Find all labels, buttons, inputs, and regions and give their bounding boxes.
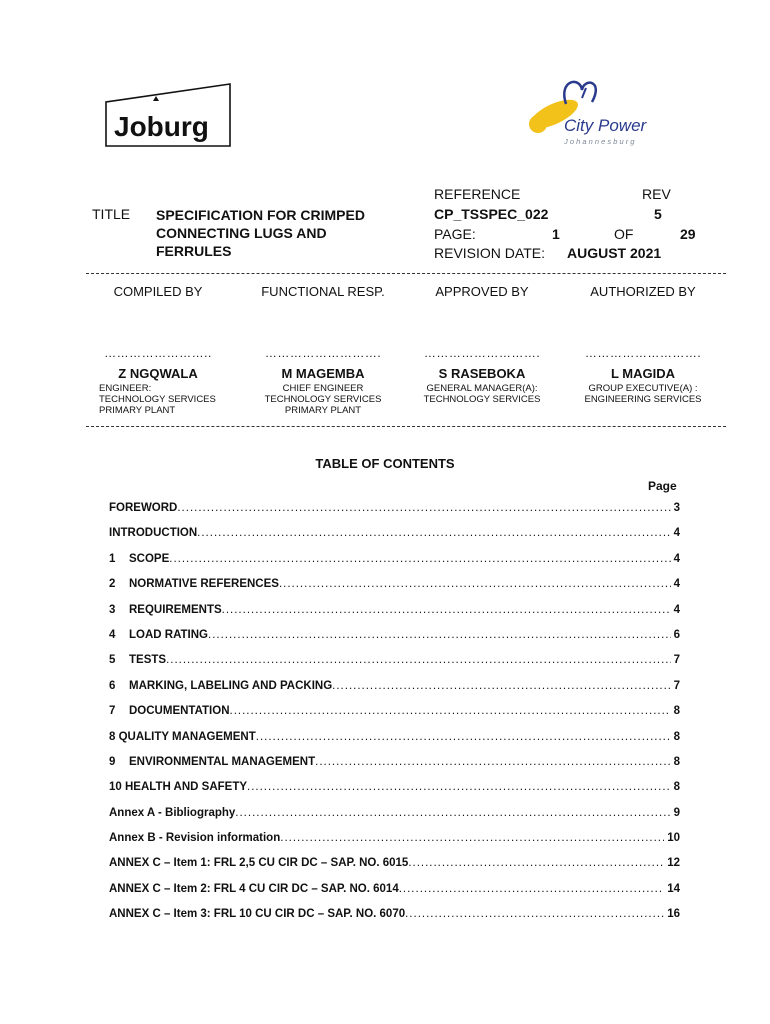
desc-line: PRIMARY PLANT: [284, 405, 362, 416]
divider: [86, 426, 726, 427]
signatory-functional: [243, 284, 403, 416]
toc-leader: [405, 908, 664, 920]
title-line: FERRULES: [156, 243, 232, 259]
toc-entry-label: 10 HEALTH AND SAFETY: [109, 781, 248, 794]
signatory-compiled: [78, 284, 238, 416]
toc-entry-number: 2: [109, 578, 116, 591]
desc-line: ENGINEERING SERVICES: [584, 394, 702, 405]
toc-leader: [235, 807, 670, 819]
toc-entry-page: 8: [673, 755, 680, 768]
toc-entry[interactable]: [109, 832, 680, 857]
toc-entry-label: INTRODUCTION: [109, 527, 198, 540]
toc-entry[interactable]: [109, 756, 680, 781]
title-line: CONNECTING LUGS AND: [156, 225, 327, 241]
toc-entry[interactable]: [109, 781, 680, 806]
rev-value: 5: [654, 206, 662, 222]
toc-leader: [399, 883, 664, 895]
toc-leader: [230, 705, 671, 717]
signatory-desc: [78, 383, 238, 416]
toc-entry-page: 16: [667, 908, 680, 921]
toc-leader: [408, 857, 664, 869]
toc-leader: [208, 629, 671, 641]
toc-entry-page: 8: [673, 705, 680, 718]
page-label: PAGE:: [434, 226, 476, 242]
desc-line: GROUP EXECUTIVE(A) :: [588, 383, 698, 394]
toc-entry[interactable]: [109, 553, 680, 578]
desc-line: GENERAL MANAGER(A):: [426, 383, 538, 394]
toc-entry-page: 9: [673, 806, 680, 819]
desc-line: TECHNOLOGY SERVICES: [423, 394, 541, 405]
signatory-authorized: [563, 284, 723, 405]
signature-line: ……………………….: [423, 346, 541, 360]
toc-entry-page: 3: [673, 502, 680, 514]
rev-label: REV: [642, 186, 671, 202]
signatory-desc: [243, 383, 403, 416]
desc-line: TECHNOLOGY SERVICES: [99, 394, 216, 405]
toc-entry[interactable]: [109, 502, 680, 527]
signature-line: ……………………..: [104, 346, 212, 360]
page-value: 1: [552, 226, 560, 242]
toc-entry[interactable]: [109, 883, 680, 908]
toc-entry-page: 8: [673, 781, 680, 794]
toc-entry-number: 1: [109, 552, 116, 565]
of-label: OF: [614, 226, 634, 242]
signatory-role: APPROVED BY: [435, 284, 529, 299]
revision-date-label: REVISION DATE:: [434, 245, 545, 261]
city-power-logo: [508, 74, 688, 154]
toc-entry-number: 4: [109, 628, 116, 641]
toc-entry-label: ANNEX C – Item 1: FRL 2,5 CU CIR DC – SAP. NO. 6015: [109, 857, 409, 870]
toc-entry-label: Annex B - Revision information: [109, 832, 281, 845]
toc-entry-label: ANNEX C – Item 3: FRL 10 CU CIR DC – SAP. NO. 6070: [109, 908, 406, 921]
revision-date-value: AUGUST 2021: [567, 245, 662, 261]
table-of-contents: [109, 502, 680, 934]
toc-entry-page: 4: [673, 578, 680, 591]
toc-entry-page: 4: [673, 603, 680, 616]
toc-entry[interactable]: [109, 857, 680, 882]
toc-leader: [279, 578, 671, 590]
signatory-name: S RASEBOKA: [438, 366, 526, 381]
toc-entry-label: Annex A - Bibliography: [109, 806, 236, 819]
reference-value: CP_TSSPEC_022: [434, 206, 549, 222]
toc-entry[interactable]: [109, 527, 680, 552]
toc-entry-label: ENVIRONMENTAL MANAGEMENT: [129, 755, 316, 768]
toc-entry-page: 8: [673, 730, 680, 743]
signatory-name: M MAGEMBA: [281, 366, 365, 381]
toc-entry[interactable]: [109, 604, 680, 629]
toc-entry-label: SCOPE: [129, 552, 170, 565]
toc-entry-number: 6: [109, 679, 116, 692]
toc-entry-label: LOAD RATING: [129, 628, 209, 641]
toc-leader: [315, 756, 670, 768]
desc-line: ENGINEER:: [99, 383, 152, 394]
toc-entry-page: 14: [667, 882, 680, 895]
signature-line: ……………………….: [584, 346, 702, 360]
toc-entry-label: DOCUMENTATION: [129, 705, 230, 718]
document-title: [156, 206, 406, 260]
desc-line: TECHNOLOGY SERVICES: [264, 394, 382, 405]
joburg-logo: [100, 82, 236, 148]
toc-entry-label: REQUIREMENTS: [129, 603, 222, 616]
toc-entry-number: 5: [109, 654, 116, 667]
toc-entry-page: 4: [673, 552, 680, 565]
signatory-role: FUNCTIONAL RESP.: [261, 284, 385, 299]
toc-entry-label: TESTS: [129, 654, 167, 667]
toc-entry-label: MARKING, LABELING AND PACKING: [129, 679, 333, 692]
toc-entry[interactable]: [109, 680, 680, 705]
signatory-role: AUTHORIZED BY: [590, 284, 696, 299]
signatory-name: Z NGQWALA: [118, 366, 198, 381]
toc-leader: [177, 502, 670, 514]
signatory-approved: [402, 284, 562, 405]
toc-entry-page: 7: [673, 654, 680, 667]
toc-entry[interactable]: [109, 807, 680, 832]
toc-leader: [256, 731, 671, 743]
divider: [86, 273, 726, 274]
toc-entry-label: NORMATIVE REFERENCES: [129, 578, 279, 591]
toc-entry-page: 10: [667, 832, 680, 845]
title-label: TITLE: [92, 206, 131, 222]
toc-entry-page: 4: [673, 527, 680, 540]
toc-leader: [332, 680, 670, 692]
toc-entry[interactable]: [109, 629, 680, 654]
toc-leader: [280, 832, 664, 844]
signatory-name: L MAGIDA: [610, 366, 676, 381]
toc-entry-number: 9: [109, 755, 116, 768]
toc-entry-page: 6: [673, 628, 680, 641]
toc-entry-number: 7: [109, 705, 116, 718]
toc-entry-number: 3: [109, 603, 116, 616]
toc-leader: [247, 781, 671, 793]
toc-leader: [197, 527, 670, 539]
toc-entry-label: FOREWORD: [109, 502, 178, 514]
desc-line: CHIEF ENGINEER: [282, 383, 364, 394]
toc-entry-page: 7: [673, 679, 680, 692]
toc-entry-label: 8 QUALITY MANAGEMENT: [109, 730, 256, 743]
toc-leader: [166, 654, 671, 666]
reference-label: REFERENCE: [434, 186, 521, 202]
signatory-desc: [563, 383, 723, 405]
of-value: 29: [680, 226, 696, 242]
city-power-logo-subtext: J o h a n n e s b u r g: [564, 137, 635, 146]
desc-line: PRIMARY PLANT: [99, 405, 176, 416]
toc-entry-label: ANNEX C – Item 2: FRL 4 CU CIR DC – SAP. NO. 6014: [109, 882, 399, 895]
toc-leader: [169, 553, 670, 565]
toc-leader: [222, 604, 671, 616]
toc-entry[interactable]: [109, 705, 680, 730]
toc-title: TABLE OF CONTENTS: [315, 456, 455, 471]
toc-page-header: Page: [648, 479, 677, 493]
city-power-logo-text: City Power: [564, 116, 647, 135]
signatory-desc: [402, 383, 562, 405]
signature-line: ……………………….: [264, 346, 382, 360]
signatory-role: COMPILED BY: [113, 284, 203, 299]
toc-entry-page: 12: [667, 857, 680, 870]
toc-entry[interactable]: [109, 654, 680, 679]
title-line: SPECIFICATION FOR CRIMPED: [156, 207, 365, 223]
toc-entry[interactable]: [109, 731, 680, 756]
toc-entry[interactable]: [109, 908, 680, 933]
toc-entry[interactable]: [109, 578, 680, 603]
joburg-logo-text: Joburg: [114, 111, 209, 142]
